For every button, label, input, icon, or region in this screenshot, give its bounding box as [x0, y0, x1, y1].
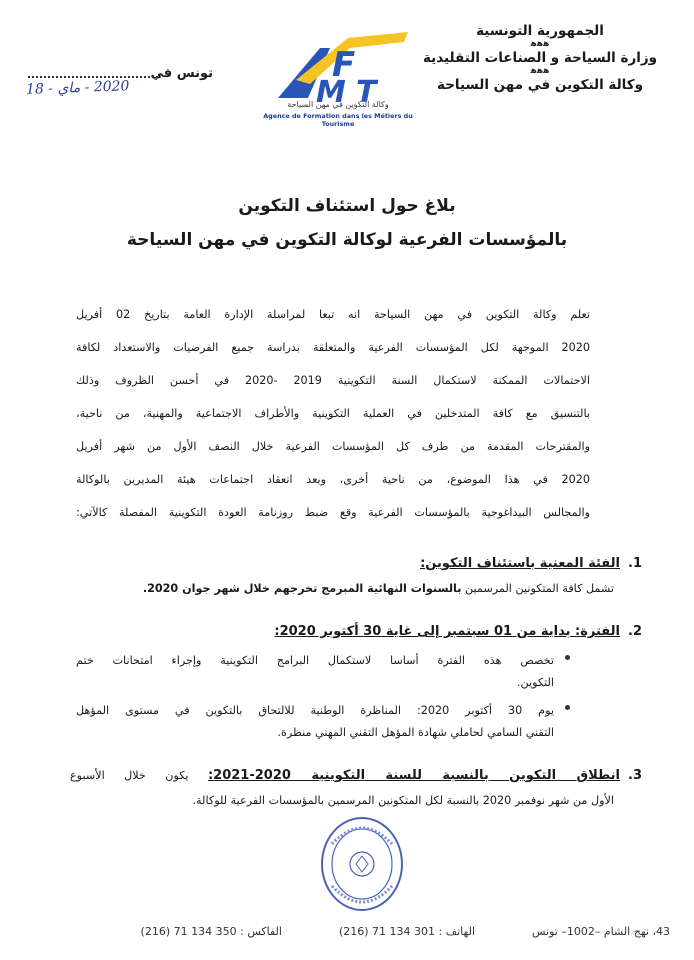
bullet-dot [565, 705, 570, 710]
paragraph-line: 2020 الموجهة لكل المؤسسات الفرعية والمتعلقة بدراسة جميع الفرضيات والاستعداد لكافة [76, 341, 590, 354]
paragraph-line: والمجالس البيداغوجية بالمؤسسات الفرعية وقع ضبط روزنامة العودة التكوينية المفصلة كالآتي: [76, 506, 590, 519]
republic-name: الجمهورية التونسية [476, 23, 604, 39]
header-separator: ﻫﻫﻫ [530, 39, 550, 49]
section-2-bullet-2 [76, 700, 554, 744]
bullet-dot [565, 655, 570, 660]
footer-phone: الهاتف : 301 134 71 (216) [338, 925, 476, 938]
ministry-name: وزارة السياحة و الصناعات التقليدية [422, 50, 658, 66]
section-1-text: تشمل كافة المتكونين المرسمين [461, 582, 614, 595]
intro-paragraph [76, 298, 590, 529]
svg-text:T: T [356, 75, 377, 110]
paragraph-line: 2020 في هذا الموضوع، من ناحية أخرى، وبعد انعقاد اجتماعات هيئة المديرين بالوكالة [76, 473, 590, 486]
section-title: انطلاق التكوين بالنسبة للسنة التكوينية 2020-2021: [207, 768, 620, 783]
bullet-line: التقني السامي لحاملي شهادة المؤهل التقني المهني منظرة. [277, 726, 554, 739]
section-1-body [143, 582, 614, 595]
section-3-text: يكون خلال الأسبوع [70, 769, 208, 782]
title-line-1: بلاغ حول استئناف التكوين [238, 196, 456, 216]
handwritten-date: 2020 - ماي - 18 [25, 78, 130, 98]
section-number: 2. [628, 624, 642, 639]
section-number: 3. [628, 768, 642, 783]
bullet-line: يوم 30 أكتوبر 2020: المناظرة الوطنية للالتحاق بالتكوين في مستوى المؤهل [76, 704, 554, 717]
section-3-body: الأول من شهر نوفمبر 2020 بالنسبة لكل المتكونين المرسمين بالمؤسسات الفرعية للوكالة. [192, 794, 614, 807]
title-line-2: بالمؤسسات الفرعية لوكالة التكوين في مهن السياحة [126, 230, 568, 250]
footer-fax: الفاكس : 350 134 71 (216) [140, 925, 282, 938]
section-title: الفترة: بداية من 01 سبتمبر إلى غاية 30 أكتوبر 2020: [274, 624, 620, 639]
paragraph-line: تعلم وكالة التكوين في مهن السياحة انه تبعا لمراسلة الإدارة العامة بتاريخ 02 أفريل [76, 308, 590, 321]
section-number: 1. [628, 556, 642, 571]
footer-address: 43، نهج الشام –1002– تونس [532, 925, 670, 938]
section-3-heading [70, 768, 642, 783]
bullet-line: تخصص هذه الفترة أساسا لاستكمال البرامج التكوينية وإجراء امتحانات ختم [76, 654, 554, 667]
section-1-heading [420, 556, 642, 571]
section-title: الفئة المعنية باستئناف التكوين: [420, 556, 620, 571]
date-dotted-line [28, 76, 158, 78]
date-label: تونس في [150, 66, 213, 81]
svg-text:F: F [332, 45, 356, 85]
paragraph-line: الاحتمالات الممكنة لاستكمال السنة التكوينية 2019 -2020 في أحسن الظروف وذلك [76, 374, 590, 387]
ministry-header [420, 22, 660, 94]
official-stamp [318, 814, 406, 914]
paragraph-line: بالتنسيق مع كافة المتدخلين في العملية التكوينية والأطراف الاجتماعية والمهنية، من ناحية، [76, 407, 590, 420]
section-2-bullet-1 [76, 650, 554, 694]
bullet-line: التكوين. [516, 676, 554, 689]
svg-text:M: M [316, 75, 346, 110]
date-line [18, 66, 213, 106]
section-1-bold-text: بالسنوات النهائية المبرمج تخرجهم خلال شهر جوان 2020. [142, 582, 462, 595]
header-separator: ﻫﻫﻫ [530, 66, 550, 76]
section-2-heading [274, 624, 642, 639]
agency-name: وكالة التكوين في مهن السياحة [437, 77, 643, 93]
paragraph-line: والمقترحات المقدمة من طرف كل المؤسسات الفرعية خلال النصف الأول من شهر أفريل [76, 440, 590, 453]
logo-french-caption: Agence de Formation dans les Métiers du Tourisme [263, 112, 413, 128]
logo-arabic-caption: وكالة التكوين في مهن السياحة [287, 100, 389, 109]
footer [30, 925, 670, 938]
